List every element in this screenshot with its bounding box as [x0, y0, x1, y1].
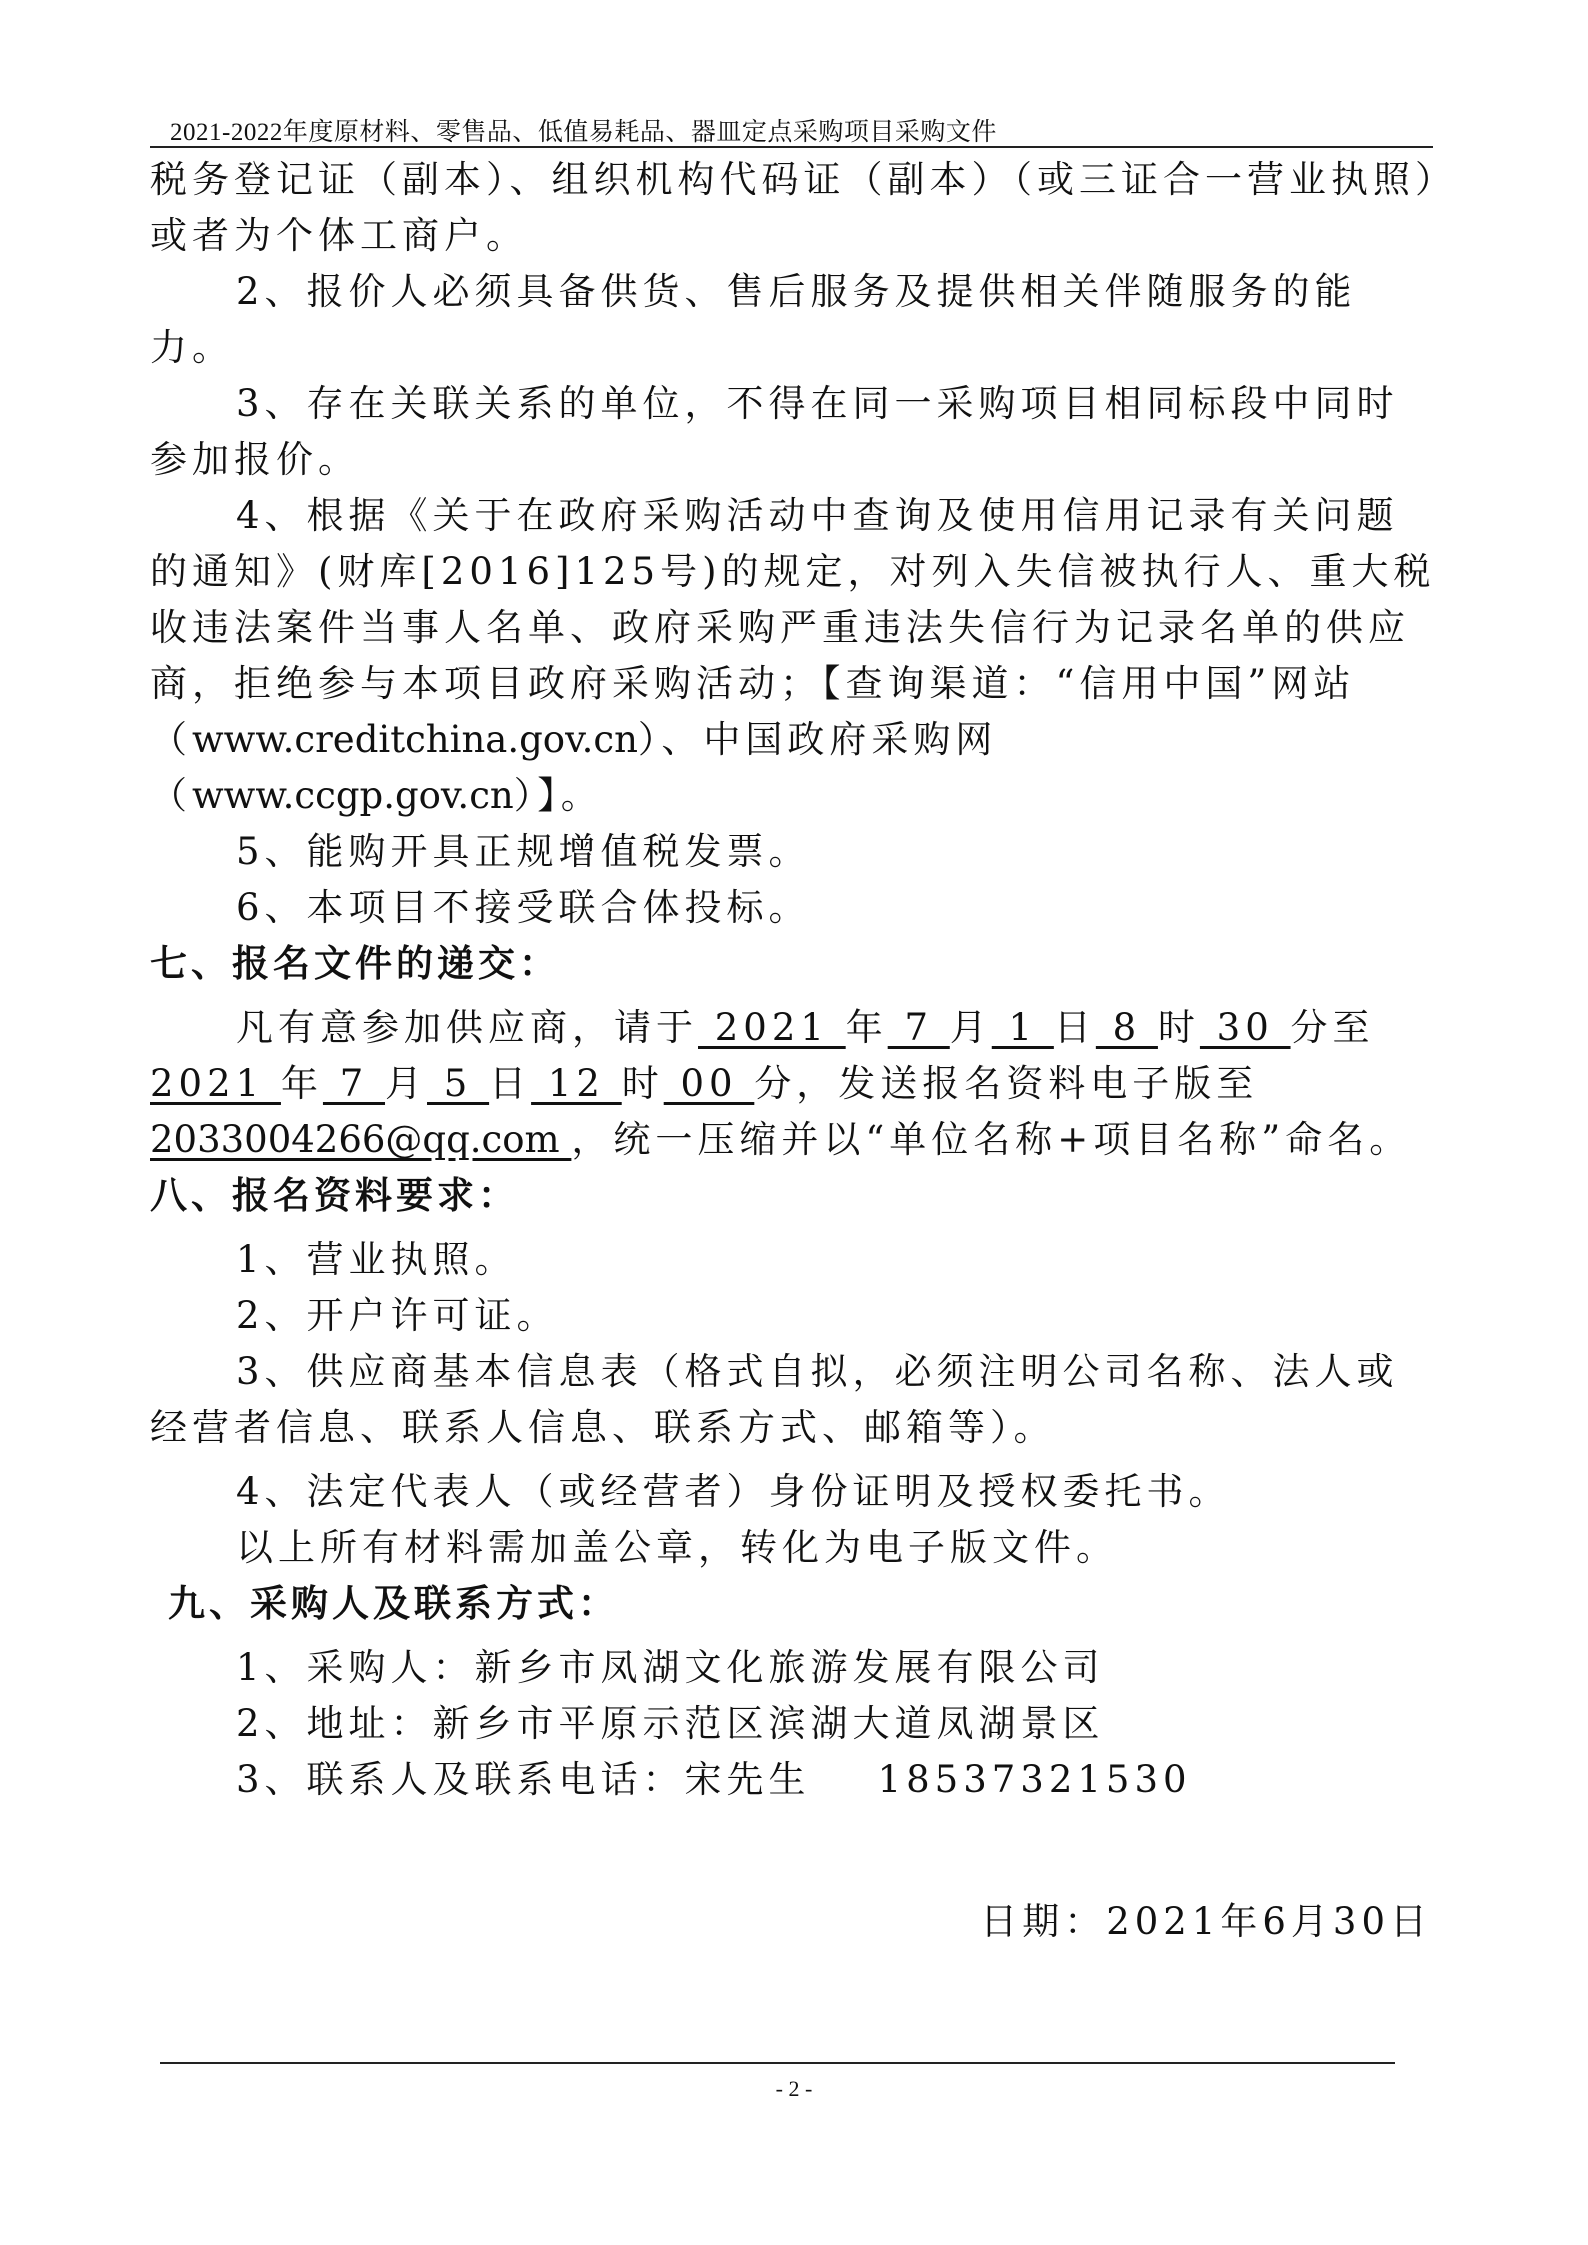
label-minute-send: 分，发送报名资料电子版至: [754, 1062, 1259, 1105]
label-day: 日: [1053, 1006, 1096, 1049]
qualification-item-4: [150, 488, 1440, 824]
requirement-note: 以上所有材料需加盖公章，转化为电子版文件。: [236, 1526, 1118, 1569]
contact-item: 1、采购人：新乡市凤湖文化旅游发展有限公司: [236, 1646, 1105, 1689]
label-month: 月: [385, 1062, 428, 1105]
start-minute: 30: [1199, 1006, 1291, 1049]
end-minute: 00: [663, 1062, 755, 1105]
label-year: 年: [845, 1006, 888, 1049]
start-year: 2021: [698, 1006, 846, 1049]
submission-tail: ，统一压缩并以“单位名称+项目名称”命名。: [571, 1118, 1412, 1161]
end-month: 7: [322, 1062, 386, 1105]
start-day: 1: [991, 1006, 1054, 1049]
item4-mid: ）、中国政府采购网（: [150, 718, 998, 817]
start-hour: 8: [1095, 1006, 1158, 1049]
section-9-heading: 九、采购人及联系方式：: [168, 1582, 619, 1625]
end-day: 5: [427, 1062, 490, 1105]
submission-email-link[interactable]: 2033004266@qq.com: [150, 1118, 572, 1161]
end-hour: 12: [531, 1062, 622, 1105]
requirement-item: 4、法定代表人（或经营者）身份证明及授权委托书。: [236, 1470, 1231, 1513]
qualification-item-3: 3、存在关联关系的单位，不得在同一采购项目相同标段中同时参加报价。: [150, 382, 1399, 481]
requirement-item: 1、营业执照。: [236, 1238, 517, 1281]
contact-item: 2、地址：新乡市平原示范区滨湖大道凤湖景区: [236, 1702, 1105, 1745]
creditchina-url: www.creditchina.gov.cn: [192, 718, 638, 761]
qualification-item-2: 2、报价人必须具备供货、售后服务及提供相关伴随服务的能力。: [150, 270, 1357, 369]
footer-divider: [160, 2062, 1395, 2064]
section-7-heading: 七、报名文件的递交：: [150, 942, 560, 985]
page-number: - 2 -: [775, 2076, 813, 2101]
requirement-item: 3、供应商基本信息表（格式自拟，必须注明公司名称、法人或经营者信息、联系人信息、联系方式、邮箱等）。: [150, 1350, 1399, 1449]
requirement-item: 2、开户许可证。: [236, 1294, 559, 1337]
label-day: 日: [489, 1062, 532, 1105]
ccgp-url: www.ccgp.gov.cn: [192, 774, 514, 817]
label-year: 年: [280, 1062, 323, 1105]
submission-lead: 凡有意参加供应商，请于: [236, 1006, 698, 1049]
submission-paragraph: [150, 1000, 1440, 1168]
qualification-item-6: 6、本项目不接受联合体投标。: [236, 886, 811, 929]
header-title: 2021-2022年度原材料、零售品、低值易耗品、器皿定点采购项目采购文件: [170, 119, 997, 146]
start-month: 7: [887, 1006, 950, 1049]
label-hour: 时: [621, 1062, 664, 1105]
item4-end: ）】。: [513, 774, 603, 817]
document-date: 日期：2021年6月30日: [980, 1900, 1432, 1943]
end-year: 2021: [150, 1062, 281, 1105]
section-8-heading: 八、报名资料要求：: [150, 1174, 519, 1217]
qualification-item-5: 5、能购开具正规增值税发票。: [236, 830, 811, 873]
contact-item: 3、联系人及联系电话：宋先生 18537321530: [236, 1758, 1192, 1801]
label-minute-to: 分至: [1290, 1006, 1375, 1049]
label-month: 月: [949, 1006, 992, 1049]
document-body: [150, 152, 1440, 1950]
qualification-continuation: 税务登记证（副本）、组织机构代码证（副本）（或三证合一营业执照）或者为个体工商户。: [150, 158, 1439, 257]
header-divider: [150, 146, 1433, 148]
item4-text: 4、根据《关于在政府采购活动中查询及使用信用记录有关问题的通知》(财库[2016]125号)的规定，对列入失信被执行人、重大税收违法案件当事人名单、政府采购严重违法失信行为记录名单的供应商，拒绝参与本项目政府采购活动；【查询渠道：“信用中国”网站（: [150, 494, 1436, 761]
label-hour: 时: [1157, 1006, 1200, 1049]
